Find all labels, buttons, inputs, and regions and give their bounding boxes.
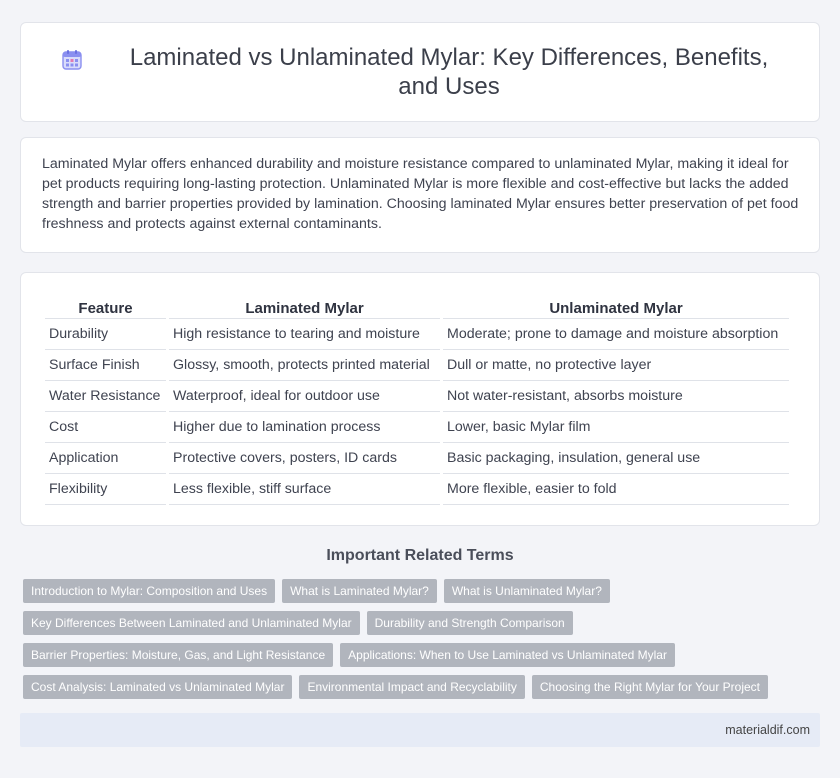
cell-unlaminated: More flexible, easier to fold — [443, 474, 789, 505]
table-row — [45, 412, 789, 443]
footer — [20, 713, 820, 747]
comparison-table — [42, 295, 792, 505]
comparison-table-card — [20, 272, 820, 526]
summary-card — [20, 137, 820, 253]
header-laminated: Laminated Mylar — [169, 295, 440, 319]
table-row — [45, 443, 789, 474]
cell-laminated: Glossy, smooth, protects printed material — [169, 350, 440, 381]
related-term-tag[interactable]: Introduction to Mylar: Composition and Uses — [23, 579, 275, 603]
cell-laminated: Higher due to lamination process — [169, 412, 440, 443]
related-term-tag[interactable]: What is Unlaminated Mylar? — [444, 579, 610, 603]
header-card — [20, 22, 820, 122]
related-term-tag[interactable]: Environmental Impact and Recyclability — [299, 675, 524, 699]
table-row — [45, 350, 789, 381]
table-row — [45, 319, 789, 350]
cell-unlaminated: Lower, basic Mylar film — [443, 412, 789, 443]
table-row — [45, 381, 789, 412]
related-term-tag[interactable]: Key Differences Between Laminated and Unlaminated Mylar — [23, 611, 360, 635]
tag-row — [23, 643, 813, 667]
cell-feature: Cost — [45, 412, 166, 443]
related-term-tag[interactable]: Durability and Strength Comparison — [367, 611, 573, 635]
related-term-tag[interactable]: Applications: When to Use Laminated vs Unlaminated Mylar — [340, 643, 675, 667]
header-unlaminated: Unlaminated Mylar — [443, 295, 789, 319]
cell-feature: Flexibility — [45, 474, 166, 505]
related-term-tag[interactable]: Cost Analysis: Laminated vs Unlaminated Mylar — [23, 675, 292, 699]
cell-laminated: Protective covers, posters, ID cards — [169, 443, 440, 474]
tag-row — [23, 611, 813, 635]
summary-text: Laminated Mylar offers enhanced durability and moisture resistance compared to unlaminated Mylar, making it ideal for pet products requiring long-lasting protection. Unlaminated Mylar is more flexible and cost-effective but lacks the added strength and barrier properties provided by lamination. Choosing laminated Mylar ensures better preservation of pet food freshness and protects against external contaminants. — [42, 156, 799, 232]
cell-feature: Surface Finish — [45, 350, 166, 381]
table-row — [45, 474, 789, 505]
cell-unlaminated: Not water-resistant, absorbs moisture — [443, 381, 789, 412]
footer-site-link[interactable]: materialdif.com — [725, 723, 810, 737]
table-header-row — [45, 295, 789, 319]
related-term-tag[interactable]: What is Laminated Mylar? — [282, 579, 437, 603]
cell-unlaminated: Basic packaging, insulation, general use — [443, 443, 789, 474]
header-feature: Feature — [45, 295, 166, 319]
tag-row — [23, 579, 813, 603]
cell-unlaminated: Dull or matte, no protective layer — [443, 350, 789, 381]
page-title: Laminated vs Unlaminated Mylar: Key Differences, Benefits, and Uses — [129, 44, 769, 100]
cell-laminated: High resistance to tearing and moisture — [169, 319, 440, 350]
cell-feature: Durability — [45, 319, 166, 350]
tag-row — [23, 675, 813, 699]
related-terms-heading: Important Related Terms — [326, 547, 514, 564]
cell-laminated: Less flexible, stiff surface — [169, 474, 440, 505]
related-terms-list — [23, 579, 813, 707]
related-term-tag[interactable]: Barrier Properties: Moisture, Gas, and Light Resistance — [23, 643, 333, 667]
cell-feature: Application — [45, 443, 166, 474]
cell-laminated: Waterproof, ideal for outdoor use — [169, 381, 440, 412]
cell-feature: Water Resistance — [45, 381, 166, 412]
cell-unlaminated: Moderate; prone to damage and moisture absorption — [443, 319, 789, 350]
related-term-tag[interactable]: Choosing the Right Mylar for Your Project — [532, 675, 768, 699]
